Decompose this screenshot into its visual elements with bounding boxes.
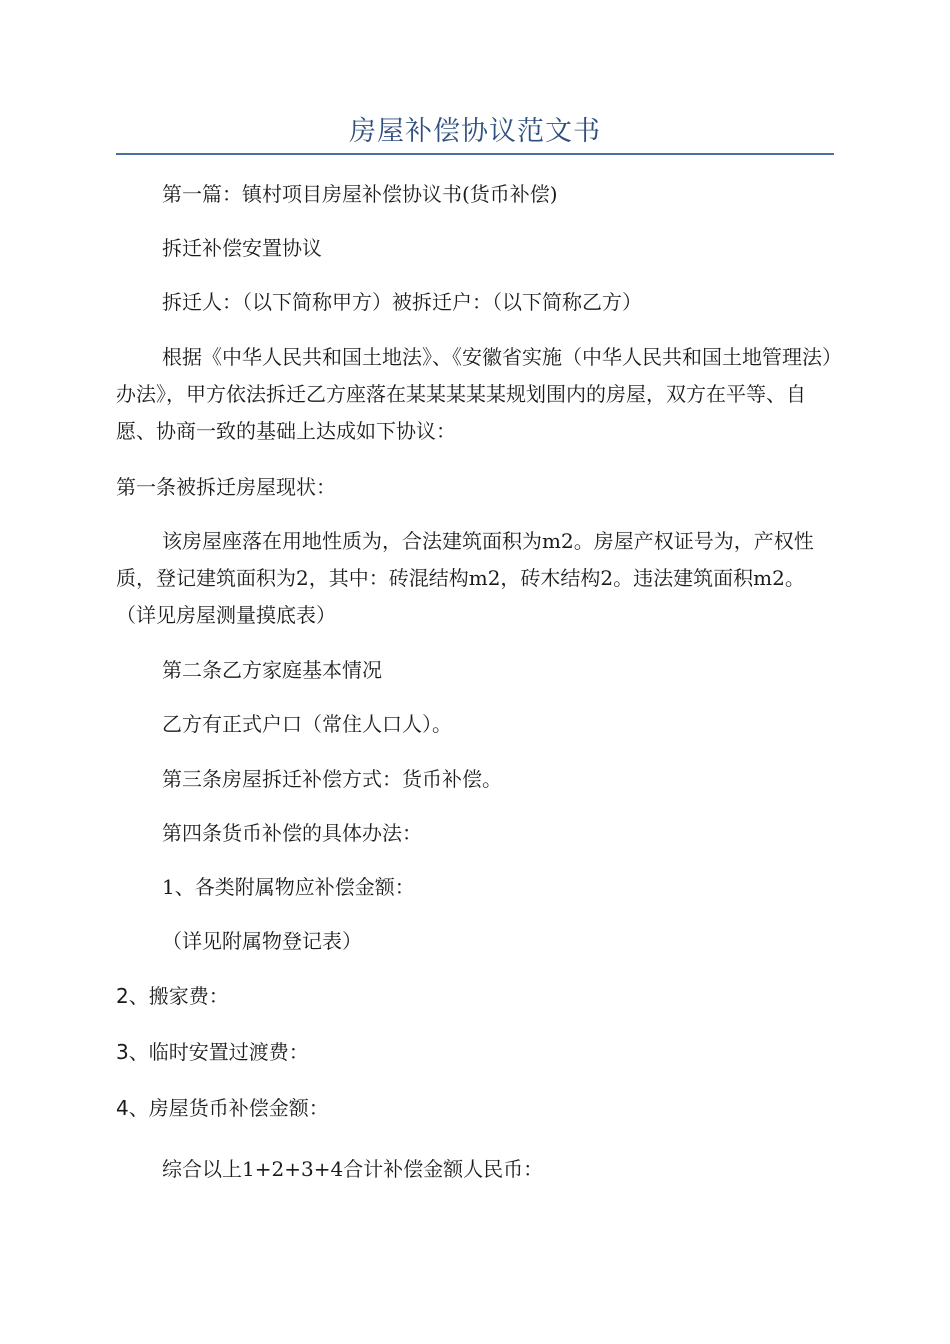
paragraph-parties: 拆迁人：（以下简称甲方）被拆迁户：（以下简称乙方） bbox=[162, 290, 642, 314]
paragraph-legal-basis: 根据《中华人民共和国土地法》、《安徽省实施（中华人民共和国土地管理法）办法》，甲方依法拆迁乙方座落在某某某某某规划围内的房屋，双方在平等、自愿、协商一致的基础上达成如下协议： bbox=[116, 345, 832, 443]
paragraph-item-2: 2、搬家费： bbox=[116, 984, 229, 1008]
document-title: 房屋补偿协议范文书 bbox=[349, 116, 601, 147]
paragraph-article-4: 第四条货币补偿的具体办法： bbox=[162, 821, 422, 845]
paragraph-article-3: 第三条房屋拆迁补偿方式：货币补偿。 bbox=[162, 767, 502, 791]
paragraph-total: 综合以上1+2+3+4合计补偿金额人民币： bbox=[162, 1157, 544, 1181]
paragraph-item-4: 4、房屋货币补偿金额： bbox=[116, 1096, 329, 1120]
paragraph-item-1: 1、各类附属物应补偿金额： bbox=[162, 875, 415, 899]
paragraph-item-3: 3、临时安置过渡费： bbox=[116, 1040, 309, 1064]
paragraph-article-2: 第二条乙方家庭基本情况 bbox=[162, 658, 382, 682]
paragraph-chapter-heading: 第一篇：镇村项目房屋补偿协议书(货币补偿) bbox=[162, 182, 558, 206]
title-underline bbox=[116, 153, 834, 155]
paragraph-item-1-note: （详见附属物登记表） bbox=[162, 929, 362, 953]
paragraph-household: 乙方有正式户口（常住人口人）。 bbox=[162, 712, 452, 736]
paragraph-house-status: 该房屋座落在用地性质为，合法建筑面积为m2。房屋产权证号为，产权性质，登记建筑面积为2，其中：砖混结构m2，砖木结构2。违法建筑面积m2。（详见房屋测量摸底表） bbox=[116, 529, 814, 627]
paragraph-agreement-name: 拆迁补偿安置协议 bbox=[162, 236, 322, 260]
paragraph-article-1: 第一条被拆迁房屋现状： bbox=[116, 475, 336, 499]
